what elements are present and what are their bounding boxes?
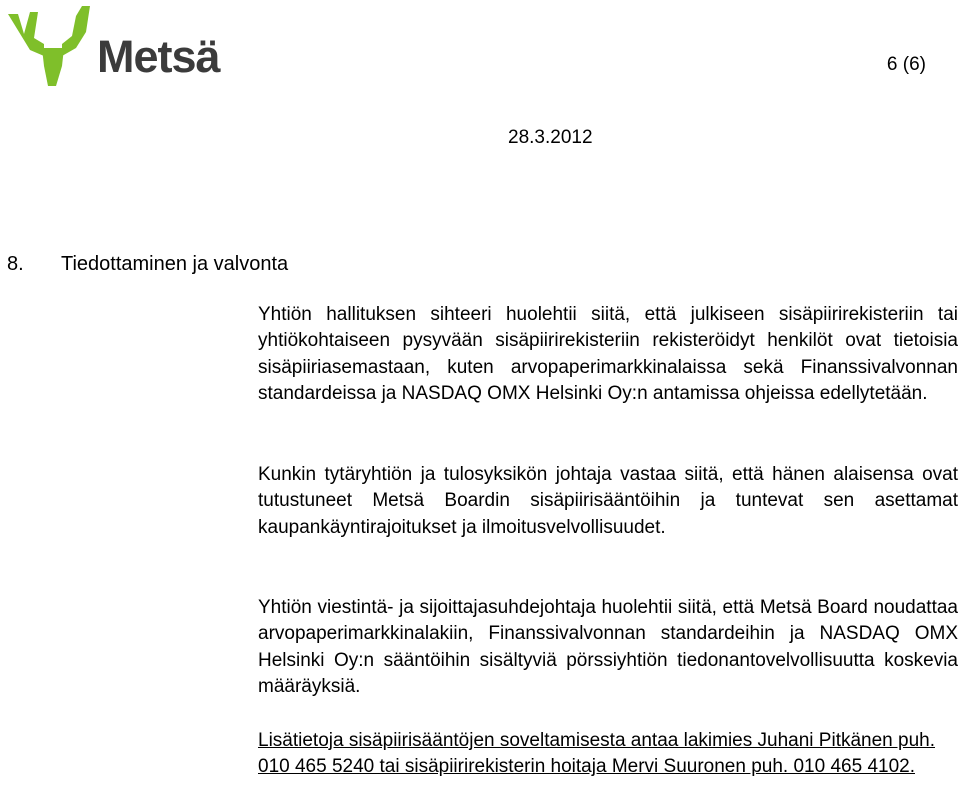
moose-antler-icon bbox=[6, 4, 96, 88]
metsa-logo bbox=[6, 4, 220, 88]
section-number: 8. bbox=[7, 253, 24, 275]
section-title: Tiedottaminen ja valvonta bbox=[61, 253, 289, 275]
contact-info-link[interactable]: Lisätietoja sisäpiirisääntöjen soveltamisesta antaa lakimies Juhani Pitkänen puh. 010 465 5240 tai sisäpiirirekisterin hoitaja Mervi Suuronen puh. 010 465 4102. bbox=[258, 730, 935, 778]
paragraph: Yhtiön viestintä- ja sijoittajasuhdejohtaja huolehtii siitä, että Metsä Board noudattaa arvopaperimarkkinalakiin, Finanssivalvonnan standardeihin ja NASDAQ OMX Helsinki Oy:n sääntöihin sisältyviä pörssiyhtiön tiedonantovelvollisuutta koskevia määräyksiä. bbox=[258, 597, 958, 698]
paragraph: Kunkin tytäryhtiön ja tulosyksikön johtaja vastaa siitä, että hänen alaisensa ovat tutustuneet Metsä Boardin sisäpiirisääntöihin ja tuntevat sen asettamat kaupankäyntirajoitukset ja ilmoitusvelvollisuudet. bbox=[258, 464, 958, 538]
document-date: 28.3.2012 bbox=[508, 127, 593, 148]
section-heading bbox=[7, 254, 288, 274]
page-number: 6 (6) bbox=[886, 54, 926, 75]
paragraph: Yhtiön hallituksen sihteeri huolehtii siitä, että julkiseen sisäpiirirekisteriin tai yhtiökohtaiseen pysyvään sisäpiirirekisteriin rekisteröidyt henkilöt ovat tietoisia sisäpiiriasemastaan, kuten arvopaperimarkkinalaissa sekä Finanssivalvonnan standardeissa ja NASDAQ OMX Helsinki Oy:n antamissa ohjeissa edellytetään. bbox=[258, 304, 958, 405]
logo-wordmark: Metsä bbox=[97, 31, 220, 82]
